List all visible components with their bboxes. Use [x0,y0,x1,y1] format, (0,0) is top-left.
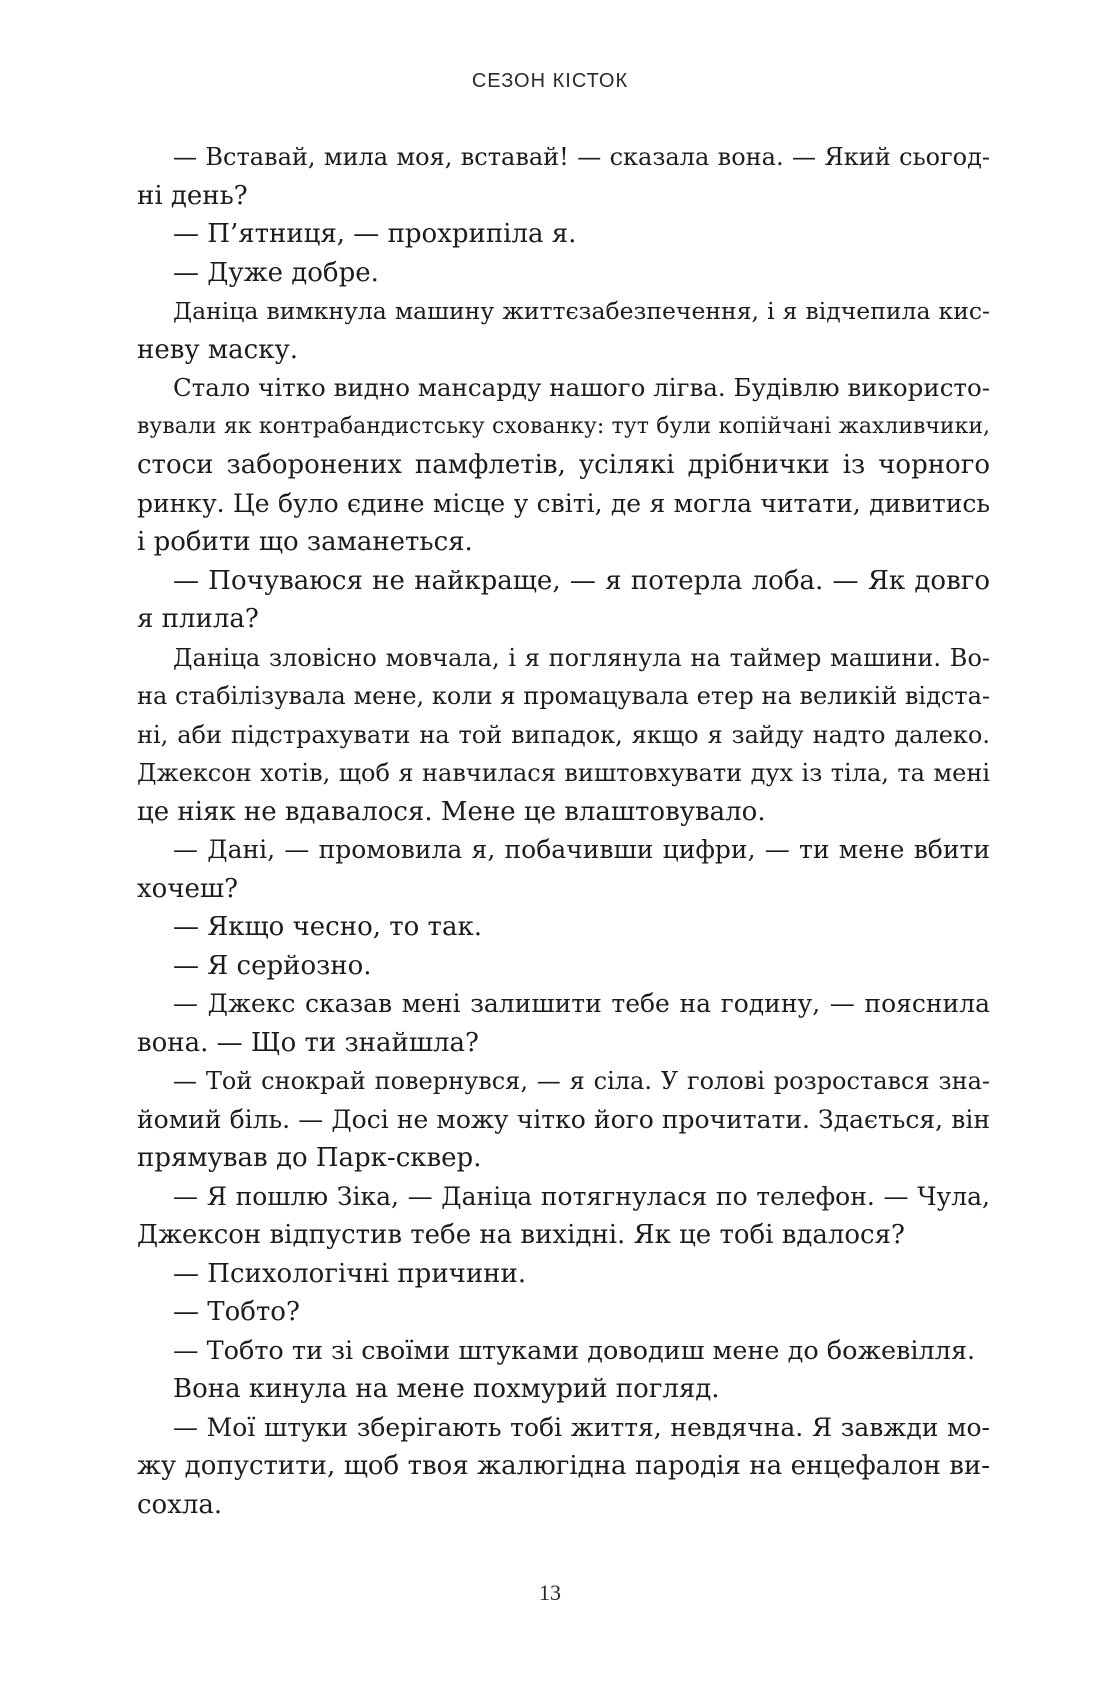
text-line: ні, аби підстрахувати на той випадок, якщо я зайду надто далеко. [137,720,990,749]
text-line: прямував до Парк-сквер. [137,1143,482,1173]
text-line: — Почуваюся не найкраще, — я потерла лоба. — Як довго [173,565,990,596]
text-line: ні день? [137,180,248,211]
text-line: — Психологічні причини. [173,1258,527,1289]
text-line: — Я серйозно. [173,950,372,981]
text-line: жу допустити, щоб твоя жалюгідна пародія на енцефалон ви- [137,1451,990,1481]
text-line: і робити що заманеться. [137,527,473,557]
text-line: — Вставай, мила моя, вставай! — сказала вона. — Який сьогод- [173,143,990,171]
text-line: на стабілізувала мене, коли я промацувала етер на великій відста- [137,682,990,710]
text-line: — Я пошлю Зіка, — Даніца потягнулася по телефон. — Чула, [173,1181,990,1211]
text-line: — Мої штуки зберігають тобі життя, невдячна. Я завжди мо- [173,1412,990,1442]
text-line: вували як контрабандистську схованку: тут були копійчані жахливчики, [137,413,990,439]
text-line: — Якщо чесно, то так. [173,912,482,942]
text-line: хочеш? [137,873,239,904]
text-line: я плила? [137,604,259,634]
running-head-title: СЕЗОН КІСТОК [471,70,629,92]
page-number: 13 [539,1580,561,1605]
text-line: — Той снокрай повернувся, — я сіла. У голові розростався зна- [173,1067,990,1095]
text-line: Даніца вимкнула машину життєзабезпечення, і я відчепила кис- [173,297,990,325]
text-line: — П’ятниця, — прохрипіла я. [173,219,577,249]
text-line: вона. — Що ти знайшла? [137,1027,479,1058]
text-line: Даніца зловісно мовчала, і я поглянула на таймер машини. Во- [173,643,990,672]
text-line: — Дуже добре. [173,257,379,288]
text-line: сохла. [137,1489,223,1520]
text-line: — Джекс сказав мені залишити тебе на годину, — пояснила [173,989,990,1018]
body-text [137,138,990,1524]
text-line: — Тобто ти зі своїми штуками доводиш мене до божевілля. [173,1335,976,1366]
text-line: неву маску. [137,334,299,365]
text-line: Стало чітко видно мансарду нашого лігва. Будівлю використо- [173,373,990,402]
text-line: Джексон хотів, щоб я навчилася виштовхувати дух із тіла, та мені [137,759,990,787]
text-line: Вона кинула на мене похмурий погляд. [173,1374,720,1404]
text-line: Джексон відпустив тебе на вихідні. Як це тобі вдалося? [137,1220,905,1250]
text-line: — Тобто? [173,1297,300,1327]
text-line: — Дані, — промовила я, побачивши цифри, — ти мене вбити [173,835,990,864]
text-line: ринку. Це було єдине місце у світі, де я могла читати, дивитись [137,488,990,518]
text-line: це ніяк не вдавалося. Мене це влаштовувало. [137,796,766,827]
text-line: стоси заборонених памфлетів, усілякі дрібнички із чорного [137,450,990,480]
text-line: йомий біль. — Досі не можу чітко його прочитати. Здається, він [137,1104,990,1134]
